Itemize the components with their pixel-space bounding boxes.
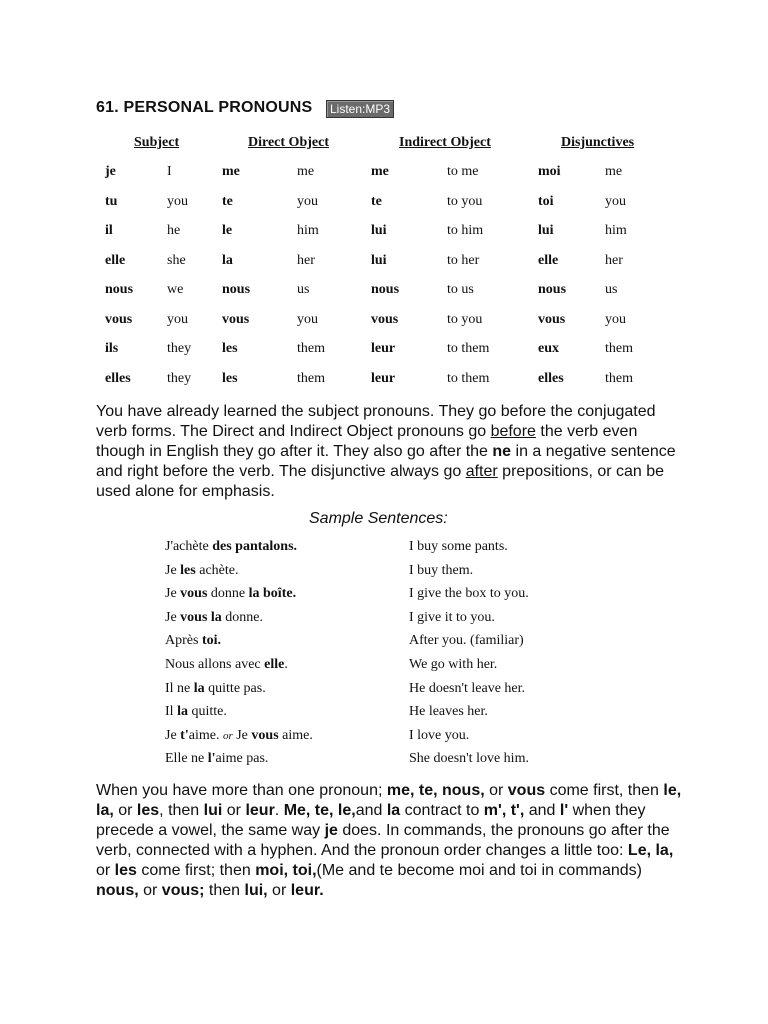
french-pronoun-cell: moi xyxy=(538,164,561,179)
english-pronoun-cell: me xyxy=(297,164,315,179)
english-pronoun-cell: him xyxy=(297,223,319,238)
pronoun-emphasis: vous; xyxy=(161,882,205,899)
pronoun-emphasis: la xyxy=(386,802,401,819)
sentence-fragment: vous la xyxy=(180,609,222,625)
english-pronoun-cell: us xyxy=(605,282,618,297)
pronoun-emphasis: leur xyxy=(245,802,275,819)
english-pronoun-cell: us xyxy=(297,282,310,297)
english-pronoun-cell: he xyxy=(167,223,181,238)
sentence-fragment: toi. xyxy=(201,633,221,649)
paragraph-text: or xyxy=(484,782,508,799)
pronoun-emphasis: m', t', xyxy=(483,802,525,819)
sentence-fragment: Je xyxy=(165,609,181,625)
english-translation: He doesn't leave her. xyxy=(409,680,526,696)
english-pronoun-cell: her xyxy=(605,252,623,268)
english-translation: I give the box to you. xyxy=(409,586,529,602)
english-pronoun-cell: you xyxy=(297,311,318,327)
english-pronoun-cell: them xyxy=(605,370,633,386)
english-translation: I love you. xyxy=(409,727,470,743)
pronoun-emphasis: lui, xyxy=(244,882,268,899)
sentence-fragment: vous xyxy=(180,586,208,602)
intro-paragraph xyxy=(96,402,686,502)
paragraph-text: then xyxy=(204,882,245,899)
french-pronoun-cell: vous xyxy=(538,311,566,327)
french-pronoun-cell: il xyxy=(105,223,113,238)
french-example-sentence xyxy=(165,728,313,744)
pronoun-emphasis: lui xyxy=(203,802,223,819)
english-pronoun-cell: to them xyxy=(447,341,490,356)
paragraph-text: or xyxy=(222,802,246,819)
pronoun-emphasis: les xyxy=(114,862,137,879)
sentence-fragment: aime pas. xyxy=(215,751,269,767)
french-pronoun-cell: me xyxy=(222,164,240,179)
paragraph-text: when they precede a vowel, the same way xyxy=(96,802,646,839)
pronoun-emphasis: je xyxy=(324,822,338,839)
french-pronoun-cell: je xyxy=(105,164,116,179)
english-pronoun-cell: to us xyxy=(447,282,474,297)
english-translation: I buy them. xyxy=(409,562,474,578)
english-translation: After you. (familiar) xyxy=(409,633,524,649)
english-pronoun-cell: to them xyxy=(447,370,490,386)
french-pronoun-cell: elles xyxy=(105,370,131,386)
sample-sentences-title: Sample Sentences: xyxy=(309,510,448,527)
paragraph-text: or xyxy=(138,882,162,899)
column-header-direct-object: Direct Object xyxy=(248,135,329,150)
sentence-fragment: Après xyxy=(165,633,202,649)
english-pronoun-cell: I xyxy=(167,164,172,179)
english-pronoun-cell: to you xyxy=(447,311,483,327)
french-pronoun-cell: les xyxy=(222,370,238,386)
french-pronoun-cell: leur xyxy=(371,341,396,356)
paragraph-text: or xyxy=(113,802,137,819)
sentence-fragment: Nous allons avec xyxy=(165,657,265,672)
english-translation: He leaves her. xyxy=(409,704,488,720)
sentence-fragment: les xyxy=(180,562,196,578)
english-pronoun-cell: you xyxy=(605,311,626,327)
english-pronoun-cell: him xyxy=(605,223,627,238)
sentence-fragment: la xyxy=(177,704,188,720)
french-pronoun-cell: elles xyxy=(538,370,564,386)
english-pronoun-cell: you xyxy=(605,193,626,209)
pronoun-emphasis: Me, te, le, xyxy=(283,802,356,819)
pronoun-emphasis: Le, la, xyxy=(627,842,674,859)
sentence-fragment: Il ne xyxy=(165,680,194,696)
sentence-fragment: Il xyxy=(165,704,178,720)
column-header-indirect-object: Indirect Object xyxy=(399,135,491,150)
intro-emphasis-after: after xyxy=(465,463,498,480)
sentence-fragment: quitte pas. xyxy=(204,680,266,696)
order-paragraph xyxy=(96,781,686,901)
french-pronoun-cell: tu xyxy=(105,193,118,209)
french-example-sentence xyxy=(165,586,296,602)
paragraph-text: (Me and te become moi and toi in commands) xyxy=(316,862,642,879)
french-pronoun-cell: eux xyxy=(538,341,559,356)
english-translation: She doesn't love him. xyxy=(409,751,529,767)
french-pronoun-cell: ils xyxy=(105,341,119,356)
french-pronoun-cell: te xyxy=(222,193,233,209)
french-pronoun-cell: lui xyxy=(371,223,387,238)
french-example-sentence xyxy=(165,657,288,673)
sentence-fragment: elle xyxy=(264,657,285,672)
sentence-fragment: aime. xyxy=(278,727,313,743)
sentence-fragment: vous xyxy=(251,727,279,743)
sentence-fragment: Je xyxy=(232,727,252,743)
french-pronoun-cell: vous xyxy=(105,311,133,327)
english-pronoun-cell: to her xyxy=(447,252,480,268)
paragraph-text: come first, then xyxy=(545,782,664,799)
sentence-fragment: donne. xyxy=(221,609,264,625)
sentence-fragment: Je xyxy=(165,562,181,578)
intro-text-1: You have already learned the subject pronouns. They go before the conjugated verb forms. The Direct and Indirect Object pronouns go xyxy=(96,403,656,440)
french-pronoun-cell: vous xyxy=(371,311,399,327)
french-example-sentence xyxy=(165,704,227,720)
french-pronoun-cell: elle xyxy=(538,252,559,268)
french-pronoun-cell: nous xyxy=(538,282,567,297)
paragraph-text: or xyxy=(96,862,115,879)
french-pronoun-cell: toi xyxy=(538,193,554,209)
french-pronoun-cell: nous xyxy=(222,282,251,297)
paragraph-text: and xyxy=(355,802,387,819)
sentence-fragment: Elle ne xyxy=(165,751,208,767)
paragraph-text: , then xyxy=(159,802,204,819)
paragraph-text: . xyxy=(274,802,284,819)
english-pronoun-cell: to you xyxy=(447,193,483,209)
english-pronoun-cell: them xyxy=(297,370,325,386)
english-pronoun-cell: you xyxy=(297,193,318,209)
french-pronoun-cell: le xyxy=(222,223,233,238)
french-pronoun-cell: lui xyxy=(538,223,554,238)
intro-emphasis-before: before xyxy=(490,423,536,440)
french-example-sentence xyxy=(165,681,266,697)
pronoun-emphasis: vous xyxy=(507,782,546,799)
sentence-fragment: aime. xyxy=(188,727,223,743)
english-pronoun-cell: her xyxy=(297,252,315,268)
sentence-fragment: t' xyxy=(180,727,189,743)
english-pronoun-cell: you xyxy=(167,193,188,209)
pronoun-emphasis: leur. xyxy=(290,882,324,899)
intro-text-2: the verb even though in English they go after it. They also go after the xyxy=(96,423,638,460)
intro-text-3: in a negative sentence and right before the verb. The disjunctive always go xyxy=(96,443,676,480)
french-pronoun-cell: les xyxy=(222,341,238,356)
french-pronoun-cell: la xyxy=(222,252,233,268)
french-pronoun-cell: vous xyxy=(222,311,250,327)
english-pronoun-cell: them xyxy=(297,341,325,356)
english-translation: I buy some pants. xyxy=(409,539,508,554)
sentence-fragment: J'achète xyxy=(165,539,213,554)
sentence-fragment: or xyxy=(222,729,233,742)
sentence-fragment: la boîte. xyxy=(248,586,297,602)
column-header-subject: Subject xyxy=(134,135,180,150)
french-pronoun-cell: lui xyxy=(371,252,387,268)
paragraph-text: and xyxy=(524,802,560,819)
french-pronoun-cell: elle xyxy=(105,252,126,268)
pronoun-emphasis: le, la, xyxy=(96,782,682,819)
sentence-fragment: des pantalons. xyxy=(212,539,298,554)
sentence-fragment: Je xyxy=(165,727,181,743)
english-pronoun-cell: me xyxy=(605,164,623,179)
french-pronoun-cell: leur xyxy=(371,370,396,386)
english-pronoun-cell: to me xyxy=(447,164,479,179)
pronoun-emphasis: nous, xyxy=(96,882,139,899)
english-pronoun-cell: you xyxy=(167,311,188,327)
french-pronoun-cell: nous xyxy=(371,282,400,297)
english-pronoun-cell: they xyxy=(167,370,192,386)
english-pronoun-cell: we xyxy=(167,282,184,297)
english-pronoun-cell: them xyxy=(605,341,633,356)
page-title: 61. PERSONAL PRONOUNS xyxy=(96,99,313,116)
sentence-fragment: . xyxy=(284,657,288,672)
sentence-fragment: Je xyxy=(165,586,181,602)
intro-bold-ne: ne xyxy=(492,443,512,460)
english-pronoun-cell: she xyxy=(167,252,186,268)
paragraph-text: come first; then xyxy=(136,862,256,879)
french-pronoun-cell: te xyxy=(371,193,382,209)
pronoun-emphasis: moi, toi, xyxy=(255,862,317,879)
pronoun-emphasis: me, te, nous, xyxy=(386,782,485,799)
sentence-fragment: achète. xyxy=(195,562,239,578)
english-pronoun-cell: to him xyxy=(447,223,484,238)
sentence-fragment: quitte. xyxy=(187,704,227,720)
french-example-sentence xyxy=(165,539,297,555)
listen-mp3-button[interactable]: Listen:MP3 xyxy=(326,100,394,118)
paragraph-text: When you have more than one pronoun; xyxy=(96,782,387,799)
french-example-sentence xyxy=(165,633,221,649)
sentence-fragment: l' xyxy=(207,751,216,767)
pronoun-emphasis: les xyxy=(136,802,160,819)
sentence-fragment: la xyxy=(193,680,205,696)
english-translation: We go with her. xyxy=(409,657,498,672)
french-pronoun-cell: me xyxy=(371,164,389,179)
french-example-sentence xyxy=(165,563,238,579)
paragraph-text: contract to xyxy=(400,802,484,819)
intro-text-4: prepositions, or can be used alone for emphasis. xyxy=(96,463,665,500)
english-pronoun-cell: they xyxy=(167,341,192,356)
english-translation: I give it to you. xyxy=(409,609,495,625)
french-pronoun-cell: nous xyxy=(105,282,134,297)
paragraph-text: does. In commands, the pronouns go after the verb, connected with a hyphen. And the pronoun order changes a little too: xyxy=(96,822,670,859)
french-example-sentence xyxy=(165,751,268,767)
sentence-fragment: donne xyxy=(207,586,249,602)
french-example-sentence xyxy=(165,610,263,626)
column-header-disjunctives: Disjunctives xyxy=(561,135,635,150)
paragraph-text: or xyxy=(267,882,291,899)
pronoun-emphasis: l' xyxy=(559,802,569,819)
